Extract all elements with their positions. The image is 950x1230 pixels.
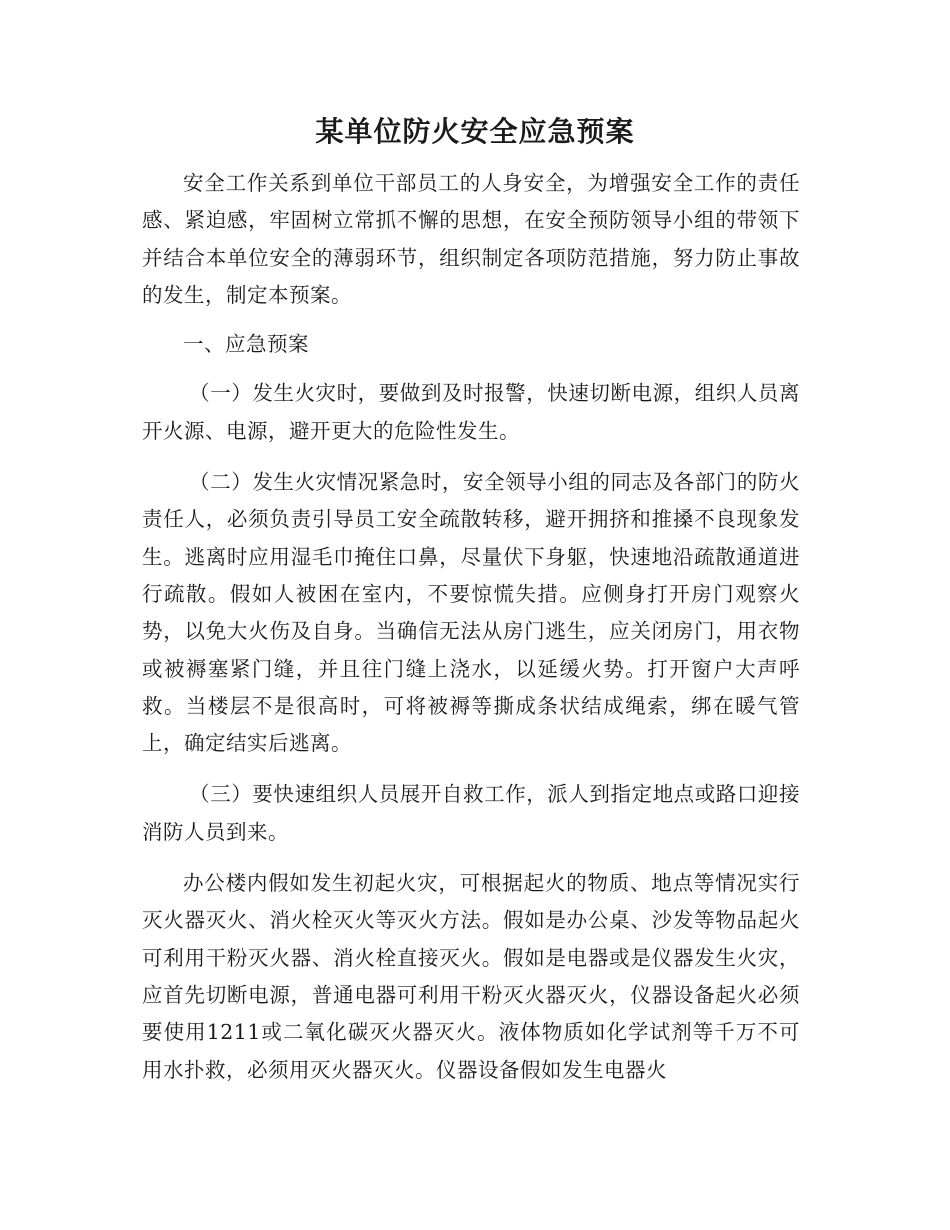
plan-item-1: （一）发生火灾时，要做到及时报警，快速切断电源，组织人员离开火源、电源，避开更大的危险性发生。 xyxy=(142,381,800,443)
section-heading-emergency-plan: 一、应急预案 xyxy=(183,332,309,357)
document-title: 某单位防火安全应急预案 xyxy=(315,115,635,148)
office-fire-paragraph: 办公楼内假如发生初起火灾，可根据起火的物质、地点等情况实行灭火器灭火、消火栓灭火等灭火方法。假如是办公桌、沙发等物品起火可利用干粉灭火器、消火栓直接灭火。假如是电器或是仪器发生火灾，应首先切断电源，普通电器可利用干粉灭火器灭火，仪器设备起火必须要使用1211或二氧化碳灭火器灭火。液体物质如化学试剂等千万不可用水扑救，必须用灭火器灭火。仪器设备假如发生电器火 xyxy=(142,871,800,1082)
document-body xyxy=(142,165,800,1089)
plan-item-2: （二）发生火灾情况紧急时，安全领导小组的同志及各部门的防火责任人，必须负责引导员工安全疏散转移，避开拥挤和推搡不良现象发生。逃离时应用湿毛巾掩住口鼻，尽量伏下身躯，快速地沿疏散通道进行疏散。假如人被困在室内，不要惊慌失措。应侧身打开房门观察火势，以免大火伤及自身。当确信无法从房门逃生，应关闭房门，用衣物或被褥塞紧门缝，并且往门缝上浇水，以延缓火势。打开窗户大声呼救。当楼层不是很高时，可将被褥等撕成条状结成绳索，绑在暖气管上，确定结实后逃离。 xyxy=(142,470,800,756)
plan-item-3: （三）要快速组织人员展开自救工作，派人到指定地点或路口迎接消防人员到来。 xyxy=(142,782,800,844)
intro-paragraph: 安全工作关系到单位干部员工的人身安全，为增强安全工作的责任感、紧迫感，牢固树立常抓不懈的思想，在安全预防领导小组的带领下并结合本单位安全的薄弱环节，组织制定各项防范措施，努力防止事故的发生，制定本预案。 xyxy=(142,171,800,307)
